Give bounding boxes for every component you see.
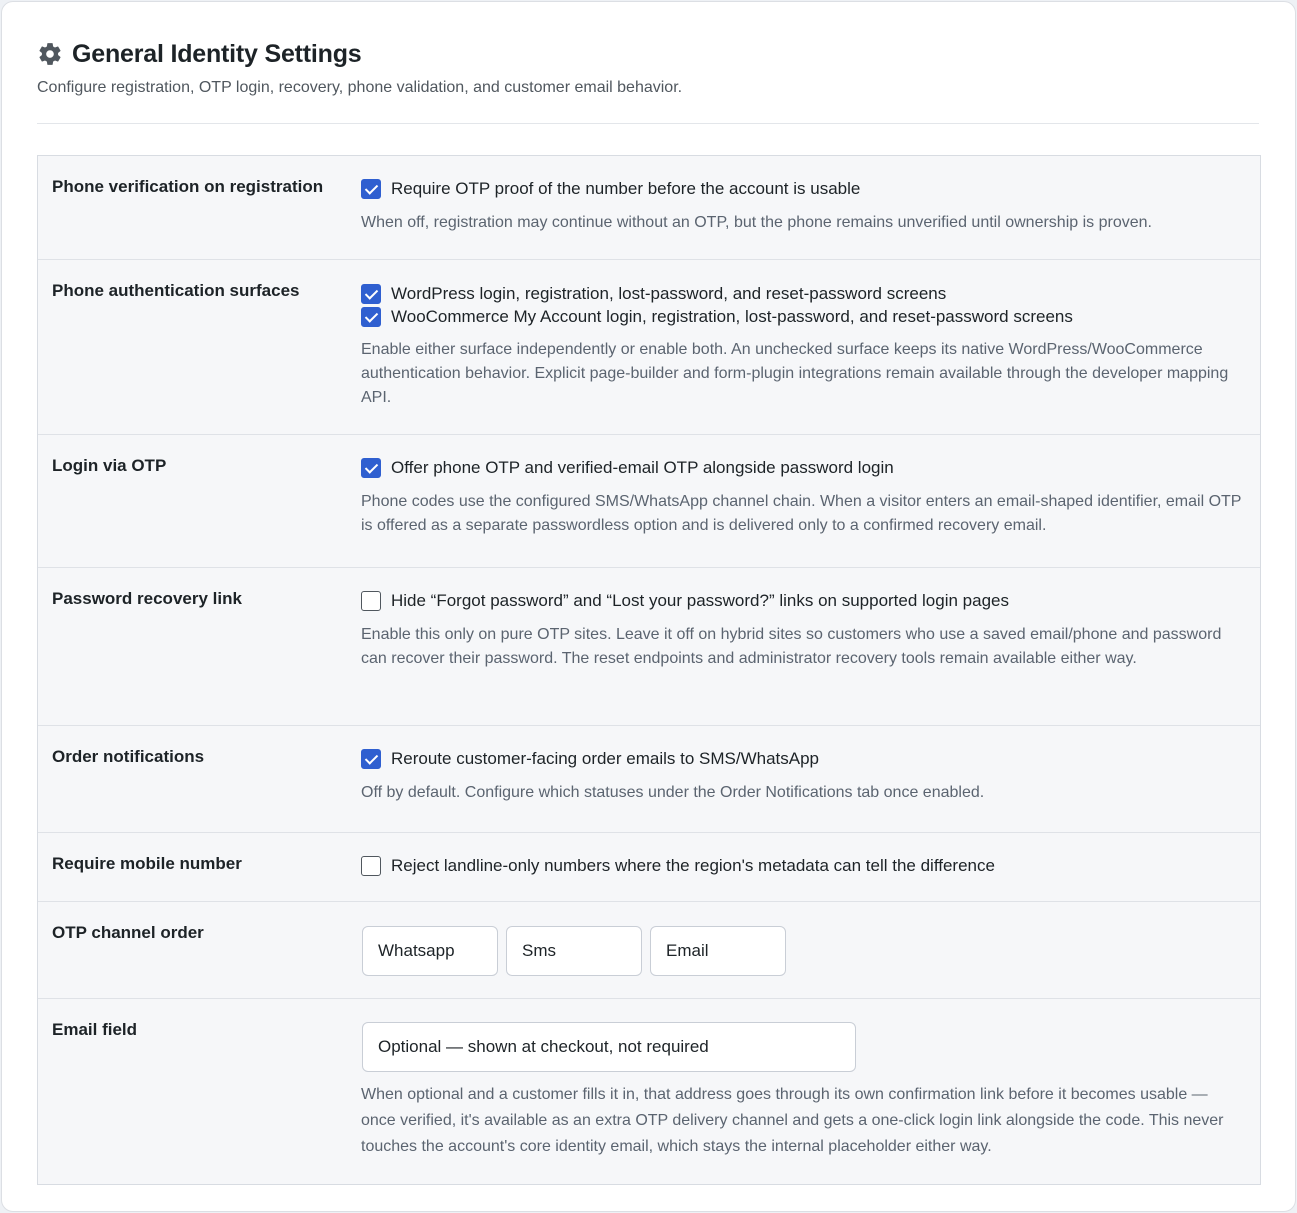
option-label: WooCommerce My Account login, registration, lost-password, and reset-password screens [391,307,1073,326]
gear-icon [37,41,63,67]
row-auth-surfaces [38,260,1260,435]
settings-panel [1,1,1296,1212]
row-label: Order notifications [52,747,205,766]
row-label: OTP channel order [52,923,204,942]
row-require-mobile [38,833,1260,902]
page-title: General Identity Settings [72,39,362,68]
row-phone-verification [38,156,1260,260]
option-label: Reject landline-only numbers where the region's metadata can tell the difference [391,856,995,875]
require-mobile-checkbox[interactable] [361,856,381,876]
row-description: Off by default. Configure which statuses under the Order Notifications tab once enabled. [361,784,985,801]
row-label: Require mobile number [52,854,242,873]
channel-chip-whatsapp[interactable]: Whatsapp [362,926,498,976]
login-otp-option[interactable] [361,457,1244,479]
channel-chip-sms[interactable]: Sms [506,926,642,976]
option-label: Require OTP proof of the number before the account is usable [391,179,861,198]
option-label: WordPress login, registration, lost-password, and reset-password screens [391,284,947,303]
phone-verification-option[interactable] [361,178,1244,200]
require-mobile-option[interactable] [361,855,1244,877]
page-header [37,38,1259,97]
option-label: Reroute customer-facing order emails to SMS/WhatsApp [391,749,820,768]
row-label: Password recovery link [52,589,242,608]
email-field-select[interactable]: Optional — shown at checkout, not required [362,1022,856,1072]
login-otp-checkbox[interactable] [361,458,381,478]
header-divider [37,123,1259,124]
title-row [37,38,1259,70]
row-login-otp [38,435,1260,568]
order-notifications-option[interactable] [361,748,1244,770]
row-description: Enable either surface independently or enable both. An unchecked surface keeps its native WordPress/WooCommerce authentication behavior. Explicit page-builder and form-plugin integrations remain available through the developer mapping API. [361,341,1229,406]
row-channel-order [38,902,1260,999]
wordpress-surface-option[interactable] [361,283,1244,305]
row-order-notifications [38,726,1260,833]
row-label: Email field [52,1020,138,1039]
channel-chip-email[interactable]: Email [650,926,786,976]
order-notifications-checkbox[interactable] [361,749,381,769]
wordpress-surface-checkbox[interactable] [361,284,381,304]
row-label: Phone authentication surfaces [52,281,300,300]
woocommerce-surface-checkbox[interactable] [361,307,381,327]
row-description: When off, registration may continue without an OTP, but the phone remains unverified until ownership is proven. [361,214,1152,231]
row-recovery-link [38,568,1260,726]
recovery-link-option[interactable] [361,590,1244,612]
settings-table [37,155,1261,1185]
phone-verification-checkbox[interactable] [361,179,381,199]
row-email-field [38,999,1260,1184]
row-description: When optional and a customer fills it in, that address goes through its own confirmation link before it becomes usable — once verified, it's available as an extra OTP delivery channel and gets a one-click login link alongside the code. This never touches the account's core identity email, which stays the internal placeholder either way. [361,1086,1224,1155]
row-description: Phone codes use the configured SMS/WhatsApp channel chain. When a visitor enters an email-shaped identifier, email OTP is offered as a separate passwordless option and is delivered only to a confirmed recovery email. [361,493,1242,534]
row-label: Phone verification on registration [52,177,324,196]
page-subtitle: Configure registration, OTP login, recovery, phone validation, and customer email behavior. [37,79,683,96]
recovery-link-checkbox[interactable] [361,591,381,611]
row-label: Login via OTP [52,456,167,475]
woocommerce-surface-option[interactable] [361,306,1244,328]
option-label: Hide “Forgot password” and “Lost your password?” links on supported login pages [391,591,1009,610]
option-label: Offer phone OTP and verified-email OTP alongside password login [391,458,894,477]
row-description: Enable this only on pure OTP sites. Leave it off on hybrid sites so customers who use a saved email/phone and password can recover their password. The reset endpoints and administrator recovery tools remain available either way. [361,626,1222,667]
